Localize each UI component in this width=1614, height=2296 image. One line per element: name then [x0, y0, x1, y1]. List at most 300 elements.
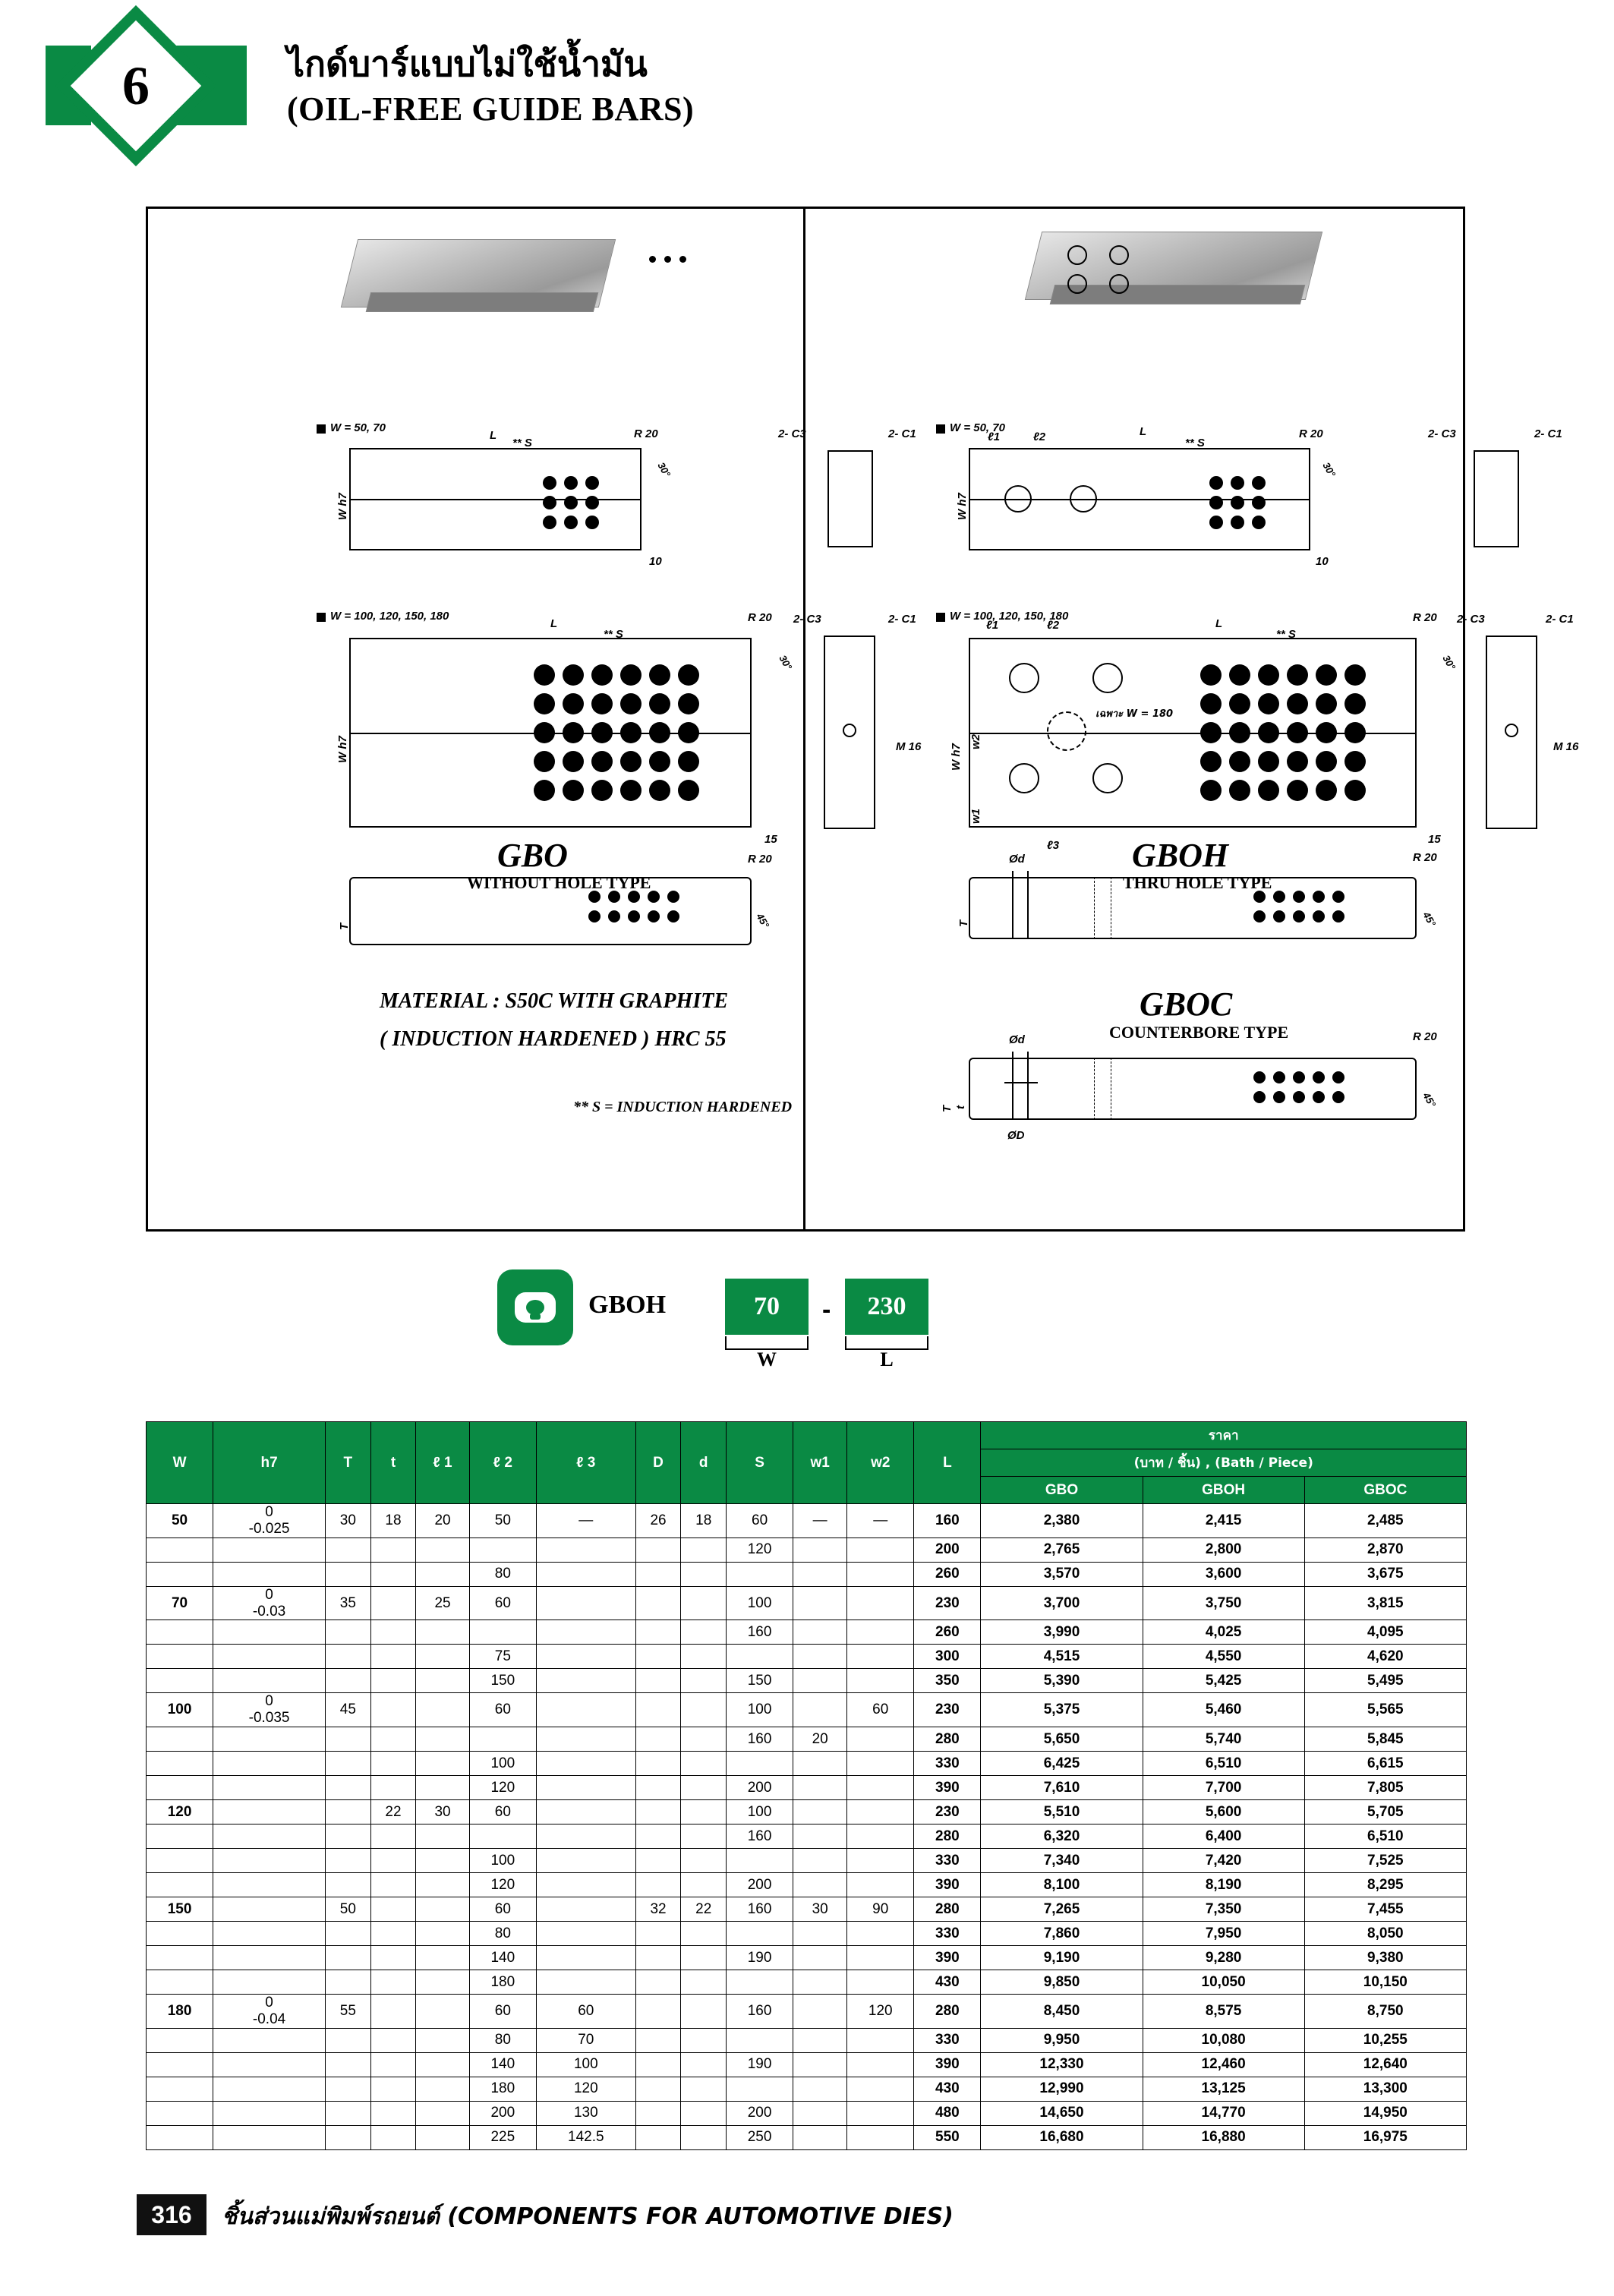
dim-S-small-right: ** S	[1185, 437, 1205, 449]
graphite-dot	[534, 693, 555, 714]
cell-price-gboh: 5,600	[1143, 1800, 1304, 1824]
cell-l2: 180	[469, 2077, 536, 2101]
col-l2: ℓ 2	[469, 1422, 536, 1504]
cell-l3	[536, 1897, 635, 1922]
cell-S: 160	[727, 1995, 793, 2029]
cell-l3	[536, 1669, 635, 1693]
graphite-dot	[1200, 693, 1222, 714]
cell-w1	[793, 2052, 847, 2077]
dim-Od-gboc: Ød	[1009, 1033, 1025, 1046]
cell-T	[326, 1922, 371, 1946]
cell-D	[635, 2028, 681, 2052]
table-row	[147, 1620, 1467, 1645]
cell-h7	[213, 2077, 326, 2101]
dim-2C1-large-right: 2- C1	[1546, 613, 1574, 626]
page-title-english: (OIL-FREE GUIDE BARS)	[287, 90, 695, 128]
cell-price-gboh: 2,800	[1143, 1538, 1304, 1562]
dim-Wh7-large-left: W h7	[336, 736, 349, 763]
cell-W: 70	[147, 1586, 213, 1620]
graphite-dot	[1316, 693, 1337, 714]
induction-footnote: ** S = INDUCTION HARDENED	[573, 1099, 793, 1115]
cell-w1	[793, 1824, 847, 1849]
cell-T	[326, 1800, 371, 1824]
type-name-gbo: GBO	[497, 837, 568, 874]
graphite-dot	[1316, 664, 1337, 686]
cell-w2	[847, 1946, 914, 1970]
cell-w2	[847, 1800, 914, 1824]
cell-w2: —	[847, 1504, 914, 1538]
cell-L: 430	[914, 2077, 981, 2101]
cell-S	[727, 1849, 793, 1873]
cell-l3: 60	[536, 1995, 635, 2029]
dim-L-large-left: L	[550, 617, 558, 630]
cell-w2	[847, 1970, 914, 1995]
graphite-dot	[620, 780, 642, 801]
material-line-1: MATERIAL : S50C WITH GRAPHITE	[380, 989, 728, 1013]
cell-D	[635, 1586, 681, 1620]
cell-price-gboc: 5,565	[1304, 1693, 1466, 1727]
cell-l2: 80	[469, 2028, 536, 2052]
cell-S: 120	[727, 1538, 793, 1562]
cell-h7	[213, 1849, 326, 1873]
dim-2C3-large-right: 2- C3	[1457, 613, 1485, 626]
cell-d	[681, 1645, 727, 1669]
dim-l3-large-right: ℓ3	[1047, 839, 1060, 852]
col-w1: w1	[793, 1422, 847, 1504]
cell-l2	[469, 1620, 536, 1645]
cell-h7	[213, 1922, 326, 1946]
cell-D	[635, 1752, 681, 1776]
cell-w2	[847, 1922, 914, 1946]
cell-T	[326, 1562, 371, 1586]
graphite-dot	[1229, 664, 1250, 686]
product-photo-gboh-shadow	[1050, 285, 1305, 304]
cell-D	[635, 2052, 681, 2077]
cell-T	[326, 1776, 371, 1800]
cell-l1	[416, 2077, 469, 2101]
cell-l1: 25	[416, 1586, 469, 1620]
dim-M16-large-left: M 16	[896, 740, 922, 753]
graphite-dot	[1258, 664, 1279, 686]
cell-D	[635, 1538, 681, 1562]
cell-price-gbo: 8,100	[981, 1873, 1143, 1897]
cell-price-gbo: 3,990	[981, 1620, 1143, 1645]
cell-t	[370, 1669, 416, 1693]
cell-l1	[416, 1970, 469, 1995]
col-price-unit: (บาท / ชิ้น) , (Bath / Piece)	[981, 1449, 1467, 1477]
cell-t	[370, 1946, 416, 1970]
graphite-dot	[1316, 751, 1337, 772]
cell-W	[147, 1824, 213, 1849]
cell-h7	[213, 1752, 326, 1776]
cell-price-gboh: 9,280	[1143, 1946, 1304, 1970]
drawing-panel-right	[805, 209, 1579, 1229]
cell-price-gboh: 4,550	[1143, 1645, 1304, 1669]
dim-l1-small-right: ℓ1	[988, 430, 1001, 443]
dim-2C3-small-left: 2- C3	[778, 427, 806, 440]
cell-l1	[416, 2125, 469, 2149]
dim-w1-right: w1	[969, 808, 982, 824]
cell-w2: 90	[847, 1897, 914, 1922]
graphite-dot	[649, 693, 670, 714]
cell-t: 22	[370, 1800, 416, 1824]
cell-L: 390	[914, 1873, 981, 1897]
cell-t	[370, 1776, 416, 1800]
cell-t	[370, 2028, 416, 2052]
cell-t	[370, 2052, 416, 2077]
cell-T: 45	[326, 1693, 371, 1727]
cell-price-gboc: 14,950	[1304, 2101, 1466, 2125]
graphite-dot	[678, 722, 699, 743]
cell-S: 160	[727, 1897, 793, 1922]
cell-w1: —	[793, 1504, 847, 1538]
cell-l2: 60	[469, 1586, 536, 1620]
cell-price-gboc: 8,750	[1304, 1995, 1466, 2029]
cell-d	[681, 2125, 727, 2149]
cell-h7	[213, 2101, 326, 2125]
type-name-gboc: GBOC	[1140, 986, 1233, 1023]
col-T: T	[326, 1422, 371, 1504]
cell-T: 30	[326, 1504, 371, 1538]
cell-l3	[536, 1873, 635, 1897]
cell-S	[727, 2077, 793, 2101]
cell-price-gboc: 3,675	[1304, 1562, 1466, 1586]
graphite-dot	[678, 693, 699, 714]
cell-h7	[213, 1645, 326, 1669]
graphite-dot	[1258, 751, 1279, 772]
cell-d	[681, 1620, 727, 1645]
graphite-dot	[563, 722, 584, 743]
cell-t	[370, 1752, 416, 1776]
cell-w2: 60	[847, 1693, 914, 1727]
graphite-dot	[1316, 780, 1337, 801]
cell-S: 150	[727, 1669, 793, 1693]
graphite-dot	[563, 664, 584, 686]
dim-M16-large-right: M 16	[1553, 740, 1579, 753]
graphite-dot	[1200, 722, 1222, 743]
dim-R20-side-left: R 20	[748, 853, 772, 866]
cell-l1	[416, 1824, 469, 1849]
footer-text: ชิ้นส่วนแม่พิมพ์รถยนต์ (COMPONENTS FOR AUTOMOTIVE DIES)	[222, 2203, 954, 2230]
table-row	[147, 2028, 1467, 2052]
cell-price-gboc: 8,295	[1304, 1873, 1466, 1897]
cell-w2	[847, 1562, 914, 1586]
cell-L: 280	[914, 1897, 981, 1922]
specification-table	[146, 1421, 1467, 2150]
graphite-dot	[1200, 664, 1222, 686]
cell-t	[370, 1824, 416, 1849]
cell-l1	[416, 1849, 469, 1873]
cell-W: 100	[147, 1693, 213, 1727]
cell-S	[727, 1970, 793, 1995]
cell-l2: 120	[469, 1776, 536, 1800]
table-row	[147, 2052, 1467, 2077]
dim-2C3-large-left: 2- C3	[793, 613, 821, 626]
cell-D	[635, 1776, 681, 1800]
cell-L: 280	[914, 1727, 981, 1752]
col-L: L	[914, 1422, 981, 1504]
dim-Od-gboh: Ød	[1009, 853, 1025, 866]
graphite-dot	[1287, 664, 1308, 686]
gboc-side-view	[969, 1058, 1417, 1120]
cell-d	[681, 1776, 727, 1800]
graphite-dot	[563, 780, 584, 801]
cell-L: 330	[914, 1849, 981, 1873]
cell-W	[147, 1946, 213, 1970]
cell-d	[681, 1586, 727, 1620]
cell-w1: 20	[793, 1727, 847, 1752]
cell-price-gbo: 2,765	[981, 1538, 1143, 1562]
cell-l2: 80	[469, 1562, 536, 1586]
cell-t	[370, 1897, 416, 1922]
cell-price-gboc: 13,300	[1304, 2077, 1466, 2101]
cell-w1	[793, 1538, 847, 1562]
cell-price-gbo: 3,700	[981, 1586, 1143, 1620]
cell-l3	[536, 1800, 635, 1824]
cell-price-gboh: 5,740	[1143, 1727, 1304, 1752]
dim-S-large-right: ** S	[1276, 628, 1296, 641]
cell-w2	[847, 1849, 914, 1873]
cell-price-gboh: 3,750	[1143, 1586, 1304, 1620]
cell-l2: 180	[469, 1970, 536, 1995]
table-row	[147, 1970, 1467, 1995]
cell-D	[635, 2077, 681, 2101]
cell-price-gboc: 2,485	[1304, 1504, 1466, 1538]
cell-price-gboh: 13,125	[1143, 2077, 1304, 2101]
cell-L: 390	[914, 2052, 981, 2077]
cell-L: 200	[914, 1538, 981, 1562]
cell-l3: 100	[536, 2052, 635, 2077]
cell-d	[681, 1873, 727, 1897]
graphite-dot	[1287, 693, 1308, 714]
cell-W	[147, 1752, 213, 1776]
cell-l1	[416, 1922, 469, 1946]
graphite-dot	[534, 664, 555, 686]
cell-T	[326, 1752, 371, 1776]
dim-Wh7-small-left: W h7	[336, 493, 349, 520]
cell-S: 190	[727, 1946, 793, 1970]
cell-L: 390	[914, 1776, 981, 1800]
cell-price-gboh: 16,880	[1143, 2125, 1304, 2149]
cell-price-gboc: 16,975	[1304, 2125, 1466, 2149]
graphite-dot	[649, 751, 670, 772]
table-row	[147, 1946, 1467, 1970]
col-S: S	[727, 1422, 793, 1504]
dim-15-large-left: 15	[764, 833, 777, 846]
cell-w1	[793, 1800, 847, 1824]
cell-T	[326, 2052, 371, 2077]
col-t: t	[370, 1422, 416, 1504]
cell-D	[635, 1995, 681, 2029]
dim-10-small-left: 10	[649, 555, 662, 568]
cell-T	[326, 1970, 371, 1995]
cell-D	[635, 1800, 681, 1824]
table-row	[147, 1693, 1467, 1727]
cell-l1	[416, 2028, 469, 2052]
cell-S: 100	[727, 1800, 793, 1824]
cell-L: 550	[914, 2125, 981, 2149]
cell-S	[727, 1645, 793, 1669]
dim-R20-small-left: R 20	[634, 427, 658, 440]
type-name-gboh: GBOH	[1132, 837, 1229, 874]
cell-l1	[416, 1562, 469, 1586]
cell-price-gboh: 7,950	[1143, 1922, 1304, 1946]
cell-w1	[793, 1645, 847, 1669]
cell-price-gbo: 9,190	[981, 1946, 1143, 1970]
cell-D	[635, 1922, 681, 1946]
cell-l3	[536, 1620, 635, 1645]
cell-D	[635, 1669, 681, 1693]
dim-T-gboc: T	[941, 1105, 954, 1112]
cell-S: 60	[727, 1504, 793, 1538]
cell-l3	[536, 1849, 635, 1873]
page-title-thai: ไกด์บาร์แบบไม่ใช้น้ำมัน	[287, 43, 648, 84]
cell-l2: 225	[469, 2125, 536, 2149]
dim-T-right: T	[957, 919, 970, 927]
cell-price-gbo: 5,375	[981, 1693, 1143, 1727]
cell-W	[147, 1669, 213, 1693]
cell-price-gboh: 8,575	[1143, 1995, 1304, 2029]
cell-W	[147, 1776, 213, 1800]
graphite-dot	[1344, 664, 1366, 686]
graphite-dot	[1344, 780, 1366, 801]
cell-price-gboc: 2,870	[1304, 1538, 1466, 1562]
cell-t	[370, 1620, 416, 1645]
cell-S	[727, 1752, 793, 1776]
cell-price-gboc: 10,150	[1304, 1970, 1466, 1995]
cell-w2	[847, 1727, 914, 1752]
dim-45deg-left: 45°	[754, 911, 772, 930]
cell-l1	[416, 1693, 469, 1727]
cell-D: 32	[635, 1897, 681, 1922]
order-code-l-label: L	[880, 1348, 894, 1370]
cell-d	[681, 2101, 727, 2125]
cell-price-gboh: 14,770	[1143, 2101, 1304, 2125]
type-desc-gbo: WITHOUT HOLE TYPE	[467, 873, 651, 892]
cell-price-gbo: 7,265	[981, 1897, 1143, 1922]
cell-w2	[847, 1538, 914, 1562]
cell-L: 330	[914, 1752, 981, 1776]
dim-10-small-right: 10	[1316, 555, 1329, 568]
cell-price-gboh: 10,050	[1143, 1970, 1304, 1995]
cell-w1	[793, 1620, 847, 1645]
cell-t	[370, 2101, 416, 2125]
cell-h7	[213, 1620, 326, 1645]
graphite-dot	[678, 664, 699, 686]
cell-w1: 30	[793, 1897, 847, 1922]
cell-h7	[213, 1800, 326, 1824]
cell-w1	[793, 2028, 847, 2052]
dim-15-large-right: 15	[1428, 833, 1441, 846]
page-number: 316	[137, 2194, 206, 2235]
cell-h7	[213, 1946, 326, 1970]
cell-l2: 120	[469, 1873, 536, 1897]
cell-price-gboh: 5,460	[1143, 1693, 1304, 1727]
table-row	[147, 1873, 1467, 1897]
dim-L-small-right: L	[1140, 425, 1147, 438]
cell-d: 22	[681, 1897, 727, 1922]
cell-l1	[416, 2101, 469, 2125]
dim-T-left: T	[338, 922, 351, 930]
cell-l1	[416, 1669, 469, 1693]
cell-T: 50	[326, 1897, 371, 1922]
cell-l3	[536, 1922, 635, 1946]
cell-price-gboc: 8,050	[1304, 1922, 1466, 1946]
cell-h7	[213, 2052, 326, 2077]
cell-d	[681, 1800, 727, 1824]
cell-l1	[416, 1752, 469, 1776]
cell-W	[147, 1970, 213, 1995]
cell-T	[326, 1538, 371, 1562]
cell-t	[370, 1693, 416, 1727]
cell-w2: 120	[847, 1995, 914, 2029]
cell-w2	[847, 2052, 914, 2077]
dim-30deg-small-right: 30°	[1320, 460, 1338, 479]
cell-h7	[213, 1669, 326, 1693]
cell-L: 260	[914, 1620, 981, 1645]
cell-T	[326, 1824, 371, 1849]
cell-h7	[213, 1897, 326, 1922]
dim-l2-large-right: ℓ2	[1047, 619, 1060, 632]
dim-R20-gboh-side: R 20	[1413, 851, 1437, 864]
graphite-dot	[534, 780, 555, 801]
graphite-dot	[591, 693, 613, 714]
dim-l1-large-right: ℓ1	[986, 619, 999, 632]
graphite-dot	[1229, 751, 1250, 772]
cell-w1	[793, 2101, 847, 2125]
cell-t	[370, 2125, 416, 2149]
cell-L: 350	[914, 1669, 981, 1693]
cell-S	[727, 1922, 793, 1946]
table-header	[147, 1422, 1467, 1504]
cell-T	[326, 2077, 371, 2101]
product-photo-gbo-shadow	[366, 292, 598, 312]
cell-l3: 142.5	[536, 2125, 635, 2149]
cell-price-gboc: 12,640	[1304, 2052, 1466, 2077]
graphite-dot	[620, 693, 642, 714]
col-h7: h7	[213, 1422, 326, 1504]
cell-h7: 0 -0.035	[213, 1693, 326, 1727]
graphite-dot	[1258, 722, 1279, 743]
col-d: d	[681, 1422, 727, 1504]
cell-S: 190	[727, 2052, 793, 2077]
order-code-bar	[497, 1269, 1105, 1370]
cell-W: 180	[147, 1995, 213, 2029]
cell-price-gboc: 5,845	[1304, 1727, 1466, 1752]
cell-l3	[536, 1693, 635, 1727]
cell-D	[635, 1620, 681, 1645]
cell-l2: 100	[469, 1752, 536, 1776]
cell-w1	[793, 1776, 847, 1800]
order-code-prefix: GBOH	[588, 1291, 667, 1319]
cell-d: 18	[681, 1504, 727, 1538]
cell-L: 480	[914, 2101, 981, 2125]
table-row	[147, 1645, 1467, 1669]
cell-d	[681, 1824, 727, 1849]
cell-price-gbo: 7,340	[981, 1849, 1143, 1873]
cell-price-gboh: 6,510	[1143, 1752, 1304, 1776]
cell-price-gbo: 7,610	[981, 1776, 1143, 1800]
cell-price-gboc: 6,615	[1304, 1752, 1466, 1776]
cell-h7	[213, 1727, 326, 1752]
cell-W	[147, 1922, 213, 1946]
graphite-dot	[1287, 780, 1308, 801]
graphite-dot	[649, 780, 670, 801]
section-number: 6	[122, 55, 150, 116]
graphite-dot	[620, 722, 642, 743]
cell-S: 200	[727, 1873, 793, 1897]
note-small-w-left: W = 50, 70	[330, 421, 386, 434]
